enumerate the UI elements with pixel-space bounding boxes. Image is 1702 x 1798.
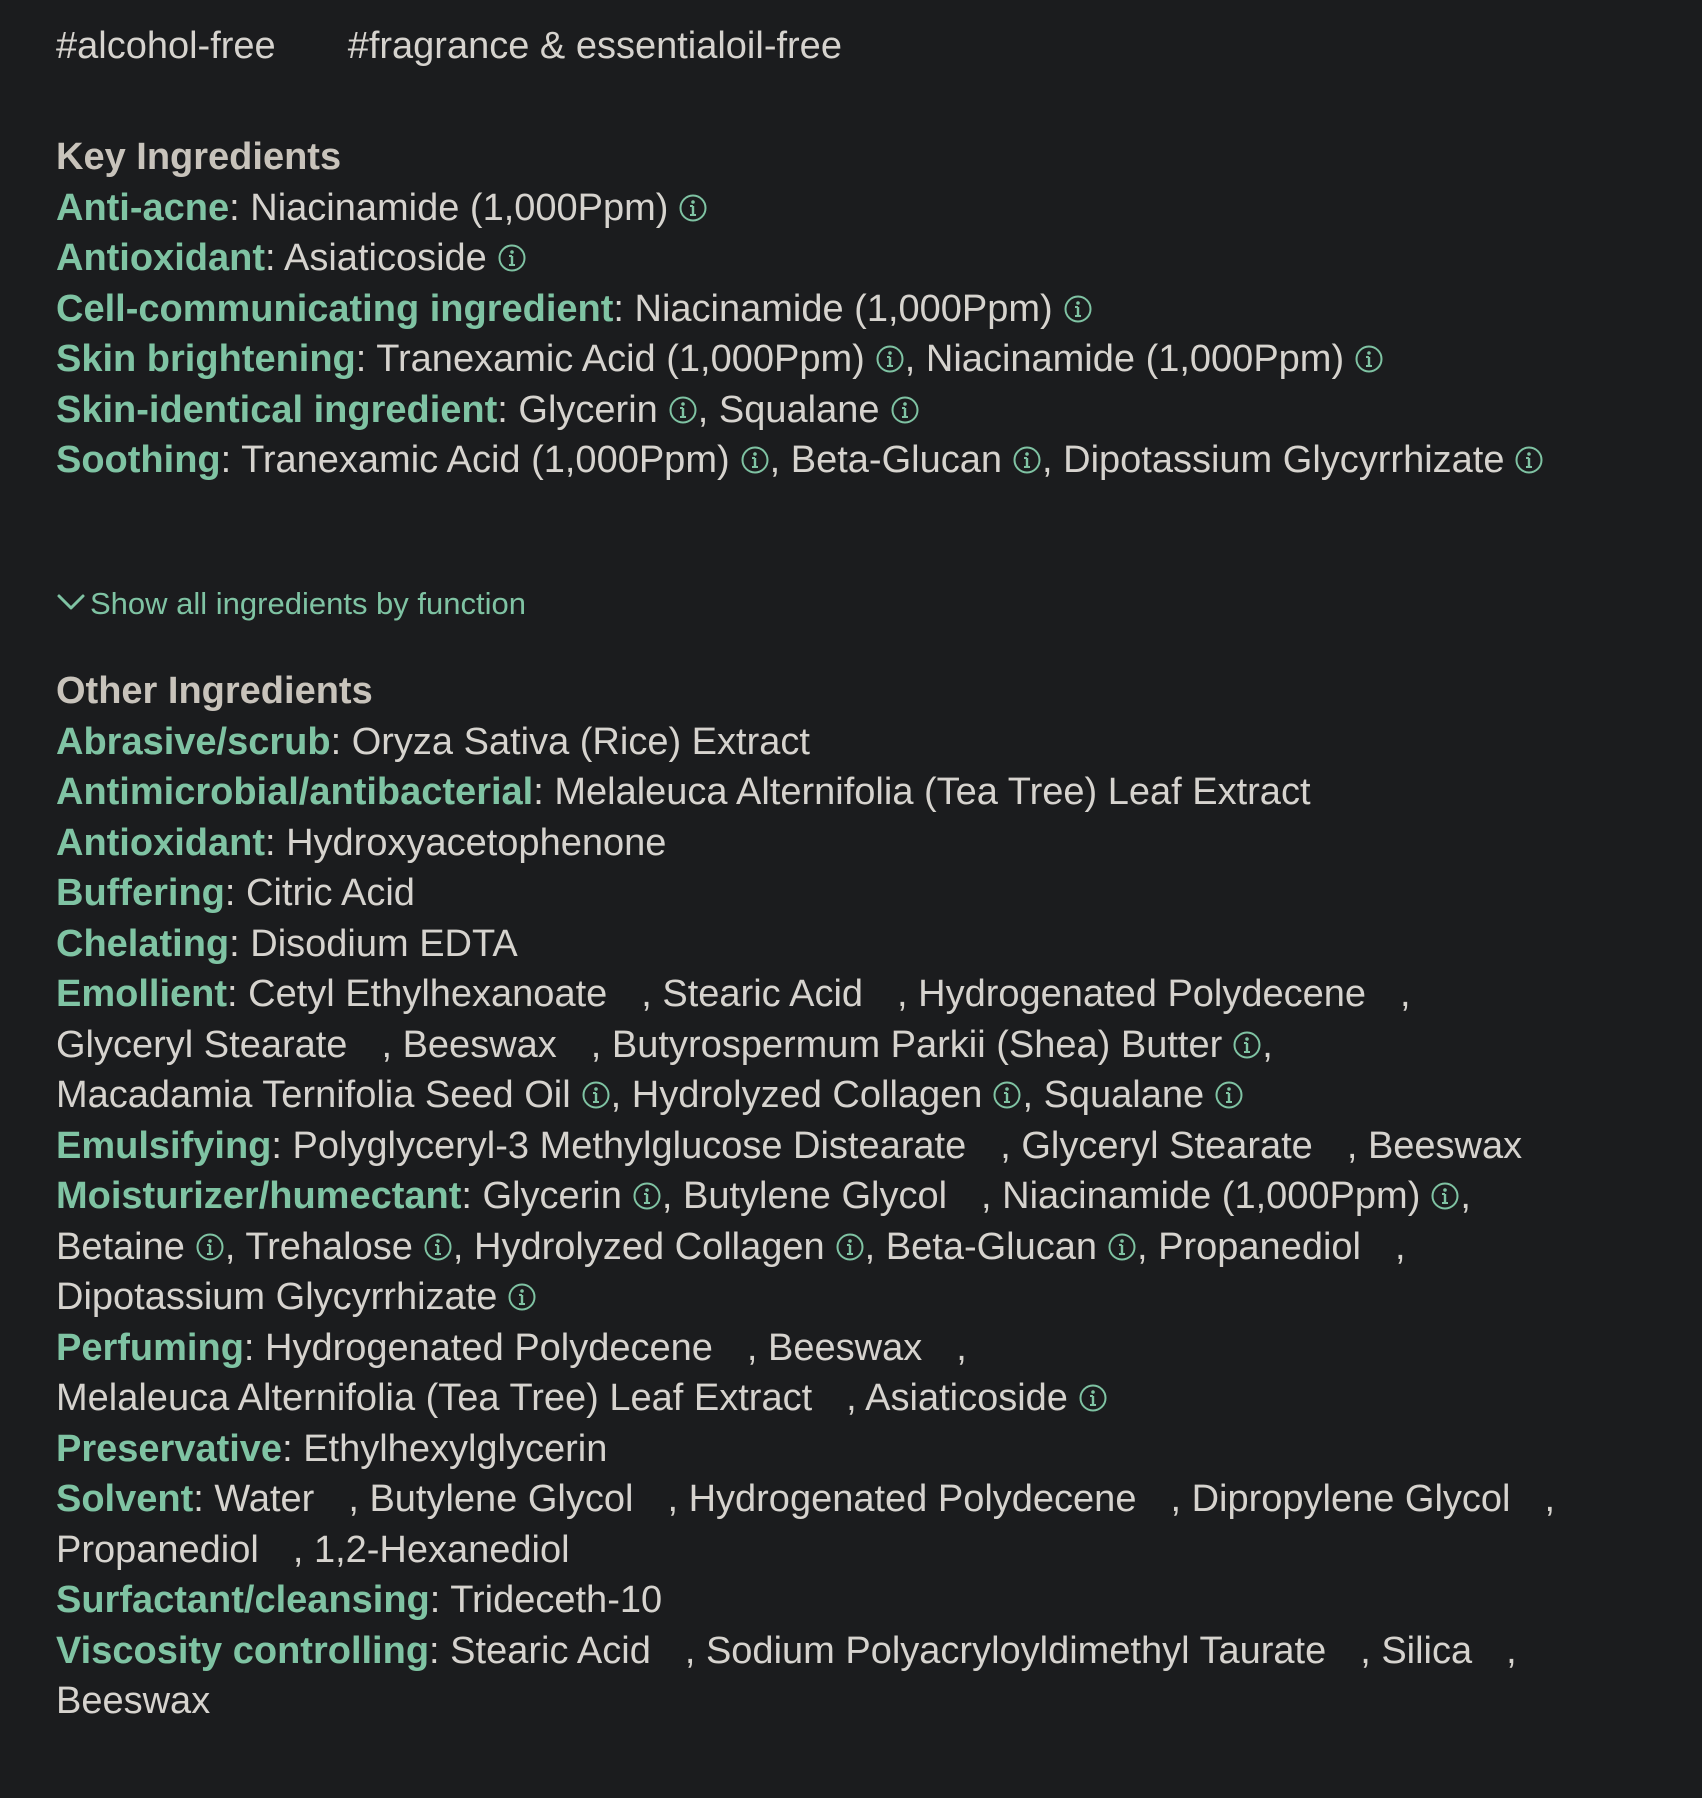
colon-separator: : [271,1124,293,1167]
ingredient-row [56,1171,1576,1323]
function-label[interactable]: Antioxidant [56,237,265,279]
ingredient-item[interactable] [56,1377,857,1419]
comma-separator: , [224,1225,236,1268]
comma-separator: , [904,338,916,380]
ingredient-name[interactable]: Tranexamic Acid (1,000Ppm) [376,338,865,380]
function-label[interactable]: Moisturizer/humectant [56,1175,462,1217]
ingredient-row [56,1424,1576,1475]
function-label[interactable]: Viscosity controlling [56,1629,430,1672]
info-icon[interactable] [1214,1080,1244,1110]
ingredient-name[interactable]: Ethylhexylglycerin [303,1427,608,1470]
ingredient-name[interactable]: Hydrolyzed Collagen [631,1074,983,1116]
ingredient-name[interactable]: Asiaticoside [865,1377,1068,1419]
ingredient-name[interactable]: Sodium Polyacryloyldimethyl Taurate [705,1629,1327,1672]
info-icon[interactable] [678,193,708,223]
ingredient-item[interactable] [56,1024,392,1066]
colon-separator: : [264,821,287,864]
ingredient-name[interactable]: Beeswax [1367,1124,1523,1167]
ingredient-row [56,183,1576,234]
other-ingredients-title: Other Ingredients [56,670,373,712]
comma-separator: , [590,1023,602,1066]
ingredient-item[interactable] [791,439,1053,481]
ingredient-item[interactable] [689,1478,1181,1520]
other-ingredients-list [56,717,1576,1727]
info-icon[interactable] [1078,1383,1108,1413]
ingredient-name[interactable]: Dipropylene Glycol [1191,1478,1511,1520]
comma-separator: , [1042,439,1053,481]
colon-separator: : [497,388,519,431]
ingredient-name[interactable]: Glyceryl Stearate [56,1023,348,1066]
colon-separator: : [355,338,377,380]
comma-separator: , [1460,1175,1471,1217]
ingredient-item[interactable] [241,439,780,481]
info-icon[interactable] [875,344,905,374]
tag-alcohol-free[interactable]: #alcohol-free [56,25,276,67]
comma-separator: , [452,1225,464,1268]
ingredient-name[interactable]: Cetyl Ethylhexanoate [248,973,608,1015]
colon-separator: : [229,922,251,965]
ingredient-row [56,284,1576,335]
ingredient-row [56,385,1576,436]
comma-separator: , [1400,973,1411,1015]
ingredient-name[interactable]: 1,2-Hexanediol [313,1528,570,1571]
colon-separator: : [227,973,249,1015]
info-icon[interactable] [632,1181,662,1211]
colon-separator: : [220,439,242,481]
ingredient-name[interactable]: Trehalose [245,1225,413,1268]
function-label[interactable]: Soothing [56,439,221,481]
ingredient-name[interactable]: Glycerin [482,1175,622,1217]
colon-separator: : [224,872,246,914]
ingredient-item[interactable] [265,1327,757,1369]
ingredient-row [56,969,1576,1121]
ingredient-name[interactable]: Dipotassium Glycyrrhizate [56,1276,498,1318]
ingredient-item[interactable] [635,288,1093,330]
ingredient-name[interactable]: Hydrolyzed Collagen [474,1225,825,1268]
show-all-ingredients-toggle[interactable] [56,584,526,624]
comma-separator: , [1394,1225,1406,1268]
info-icon[interactable] [1232,1030,1262,1060]
ingredient-item[interactable] [1192,1478,1555,1520]
ingredient-item[interactable] [286,822,666,864]
info-icon[interactable] [1012,445,1042,475]
ingredient-row [56,435,1576,486]
key-ingredients-section [56,132,1576,486]
other-ingredients-section [56,666,1576,1727]
ingredient-name[interactable]: Squalane [718,388,880,431]
ingredient-row [56,767,1576,818]
colon-separator: : [229,186,251,229]
ingredient-item[interactable] [612,1024,1273,1066]
ingredient-item[interactable] [768,1327,967,1369]
colon-separator: : [243,1326,266,1369]
ingredient-item[interactable] [918,973,1410,1015]
show-all-ingredients-label: Show all ingredients by function [90,586,526,621]
ingredient-item[interactable] [56,1529,303,1571]
ingredient-name[interactable]: Glyceryl Stearate [1021,1124,1313,1167]
function-label[interactable]: Buffering [56,872,225,914]
comma-separator: , [292,1528,304,1571]
info-icon[interactable] [1354,344,1384,374]
ingredient-name[interactable]: Disodium EDTA [250,922,518,965]
ingredient-name[interactable]: Polyglyceryl-3 Methylglucose Distearate [292,1124,967,1167]
comma-separator: , [641,973,652,1015]
function-label[interactable]: Antioxidant [56,821,265,864]
function-label[interactable]: Perfuming [56,1326,244,1369]
ingredient-item[interactable] [719,389,920,431]
ingredient-item[interactable] [403,1024,602,1066]
ingredient-name[interactable]: Citric Acid [246,872,415,914]
ingredient-item[interactable] [518,389,708,431]
ingredient-name[interactable]: Niacinamide (1,000Ppm) [634,287,1053,330]
ingredient-name[interactable]: Oryza Sativa (Rice) Extract [351,720,810,763]
ingredient-name[interactable]: Squalane [1043,1074,1205,1116]
ingredient-item[interactable] [706,1630,1371,1672]
info-icon[interactable] [1107,1232,1137,1262]
info-icon[interactable] [581,1080,611,1110]
comma-separator: , [1506,1629,1517,1672]
ingredient-name[interactable]: Niacinamide (1,000Ppm) [1002,1175,1421,1217]
info-icon[interactable] [1063,294,1093,324]
chevron-down-icon [56,590,86,614]
ingredient-item[interactable] [303,1428,607,1470]
ingredient-row [56,818,1576,869]
ingredient-row [56,1575,1576,1626]
ingredient-name[interactable]: Melaleuca Alternifolia (Tea Tree) Leaf Extract [554,771,1311,813]
info-icon[interactable] [1514,445,1544,475]
ingredient-item[interactable] [376,338,915,380]
comma-separator: , [1000,1124,1011,1167]
ingredient-item[interactable] [483,1175,673,1217]
ingredient-name[interactable]: Beta-Glucan [885,1225,1098,1268]
ingredient-item[interactable] [865,1377,1108,1419]
comma-separator: , [897,973,908,1015]
comma-separator: , [1262,1023,1273,1066]
ingredient-name[interactable]: Glycerin [518,388,658,431]
comma-separator: , [981,1175,992,1217]
info-icon[interactable] [890,395,920,425]
comma-separator: , [1170,1478,1182,1520]
ingredient-name[interactable]: Beeswax [768,1326,923,1369]
ingredient-item[interactable] [1381,1630,1516,1672]
ingredient-row [56,233,1576,284]
ingredient-row [56,334,1576,385]
colon-separator: : [613,287,635,330]
info-icon[interactable] [992,1080,1022,1110]
ingredient-item[interactable] [293,1125,1011,1167]
ingredient-name[interactable]: Propanediol [56,1528,259,1571]
colon-separator: : [282,1427,304,1470]
ingredient-row [56,919,1576,970]
comma-separator: , [956,1326,967,1369]
function-label[interactable]: Abrasive/scrub [56,720,331,763]
ingredient-item[interactable] [886,1226,1148,1268]
info-icon[interactable] [835,1232,865,1262]
ingredient-name[interactable]: Silica [1381,1629,1473,1672]
ingredient-item[interactable] [1021,1125,1357,1167]
ingredient-name[interactable]: Asiaticoside [284,237,487,279]
ingredient-item[interactable] [56,1680,210,1722]
ingredient-item[interactable] [56,1276,537,1318]
ingredient-item[interactable] [56,1074,621,1116]
ingredient-item[interactable] [1063,439,1544,481]
function-label[interactable]: Surfactant/cleansing [56,1579,430,1621]
ingredient-item[interactable] [926,338,1384,380]
comma-separator: , [661,1175,673,1217]
ingredient-item[interactable] [352,721,810,763]
ingredient-item[interactable] [683,1175,992,1217]
ingredient-item[interactable] [1002,1175,1471,1217]
ingredient-name[interactable]: Niacinamide (1,000Ppm) [925,338,1345,380]
ingredient-item[interactable] [245,1226,463,1268]
ingredient-item[interactable] [56,1226,235,1268]
ingredient-name[interactable]: Stearic Acid [662,973,864,1015]
key-ingredients-list [56,183,1576,486]
comma-separator: , [684,1629,696,1672]
ingredient-row [56,1121,1576,1172]
colon-separator: : [429,1579,451,1621]
ingredient-row [56,717,1576,768]
colon-separator: : [330,720,352,763]
ingredient-item[interactable] [250,923,517,965]
ingredient-name[interactable]: Macadamia Ternifolia Seed Oil [56,1074,571,1116]
ingredient-item[interactable] [662,973,907,1015]
info-icon[interactable] [423,1232,453,1262]
ingredient-name[interactable]: Water [214,1478,315,1520]
function-label[interactable]: Cell-communicating ingredient [56,287,614,330]
ingredient-item[interactable] [1368,1125,1522,1167]
ingredient-name[interactable]: Beeswax [402,1023,557,1066]
ingredient-item[interactable] [554,771,1310,813]
function-label[interactable]: Skin brightening [56,338,356,380]
ingredient-item[interactable] [632,1074,1033,1116]
comma-separator: , [1544,1478,1556,1520]
tag-fragrance-free[interactable]: #fragrance & essentialoil-free [347,25,842,67]
comma-separator: , [697,388,709,431]
ingredient-item[interactable] [246,872,415,914]
ingredient-item[interactable] [369,1478,678,1520]
ingredient-name[interactable]: Betaine [56,1225,185,1268]
info-icon[interactable] [1430,1181,1460,1211]
ingredient-name[interactable]: Butyrospermum Parkii (Shea) Butter [611,1023,1223,1066]
comma-separator: , [381,1023,393,1066]
function-label[interactable]: Solvent [56,1478,194,1520]
ingredient-row [56,1323,1576,1424]
comma-separator: , [769,439,781,481]
ingredient-row [56,1474,1576,1575]
comma-separator: , [1346,1124,1358,1167]
ingredient-name[interactable]: Propanediol [1158,1225,1361,1268]
comma-separator: , [348,1478,359,1520]
colon-separator: : [193,1478,215,1520]
ingredient-name[interactable]: Melaleuca Alternifolia (Tea Tree) Leaf Extract [56,1377,813,1419]
function-label[interactable]: Emollient [56,973,228,1015]
ingredient-name[interactable]: Butylene Glycol [369,1478,634,1520]
ingredient-item[interactable] [474,1226,875,1268]
colon-separator: : [533,771,555,813]
ingredient-name[interactable]: Dipotassium Glycyrrhizate [1063,439,1505,481]
ingredient-item[interactable] [248,973,652,1015]
function-label[interactable]: Antimicrobial/antibacterial [56,771,534,813]
ingredient-row [56,868,1576,919]
ingredient-name[interactable]: Hydrogenated Polydecene [265,1326,713,1369]
info-icon[interactable] [497,243,527,273]
comma-separator: , [610,1074,622,1116]
ingredient-item[interactable] [314,1529,570,1571]
function-label[interactable]: Preservative [56,1427,283,1470]
ingredient-item[interactable] [250,187,708,229]
colon-separator: : [461,1175,483,1217]
ingredient-item[interactable] [284,237,527,279]
info-icon[interactable] [195,1232,225,1262]
ingredient-name[interactable]: Stearic Acid [450,1629,651,1672]
info-icon[interactable] [668,395,698,425]
ingredient-item[interactable] [450,1579,662,1621]
ingredient-name[interactable]: Tranexamic Acid (1,000Ppm) [241,439,730,481]
comma-separator: , [1022,1074,1033,1116]
ingredient-name[interactable]: Beta-Glucan [790,439,1002,481]
comma-separator: , [746,1326,758,1369]
colon-separator: : [429,1629,451,1672]
ingredient-name[interactable]: Trideceth-10 [450,1579,663,1621]
comma-separator: , [864,1225,876,1268]
function-label[interactable]: Chelating [56,922,230,965]
info-icon[interactable] [507,1282,537,1312]
ingredient-item[interactable] [214,1478,359,1520]
ingredient-item[interactable] [1158,1226,1405,1268]
ingredient-name[interactable]: Butylene Glycol [683,1175,948,1217]
ingredient-item[interactable] [450,1630,695,1672]
ingredient-name[interactable]: Beeswax [56,1680,211,1722]
ingredient-name[interactable]: Hydrogenated Polydecene [688,1478,1137,1520]
ingredient-name[interactable]: Niacinamide (1,000Ppm) [250,186,669,229]
comma-separator: , [667,1478,679,1520]
ingredient-name[interactable]: Hydroxyacetophenone [286,821,667,864]
info-icon[interactable] [740,445,770,475]
function-label[interactable]: Emulsifying [56,1124,272,1167]
ingredient-item[interactable] [1044,1074,1245,1116]
comma-separator: , [846,1377,857,1419]
comma-separator: , [1360,1629,1371,1672]
ingredient-row [56,1626,1576,1727]
ingredient-name[interactable]: Hydrogenated Polydecene [918,973,1367,1015]
function-label[interactable]: Skin-identical ingredient [56,388,498,431]
colon-separator: : [264,237,285,279]
tag-list [56,22,914,70]
comma-separator: , [1137,1225,1148,1268]
function-label[interactable]: Anti-acne [56,186,230,229]
key-ingredients-title: Key Ingredients [56,136,342,178]
